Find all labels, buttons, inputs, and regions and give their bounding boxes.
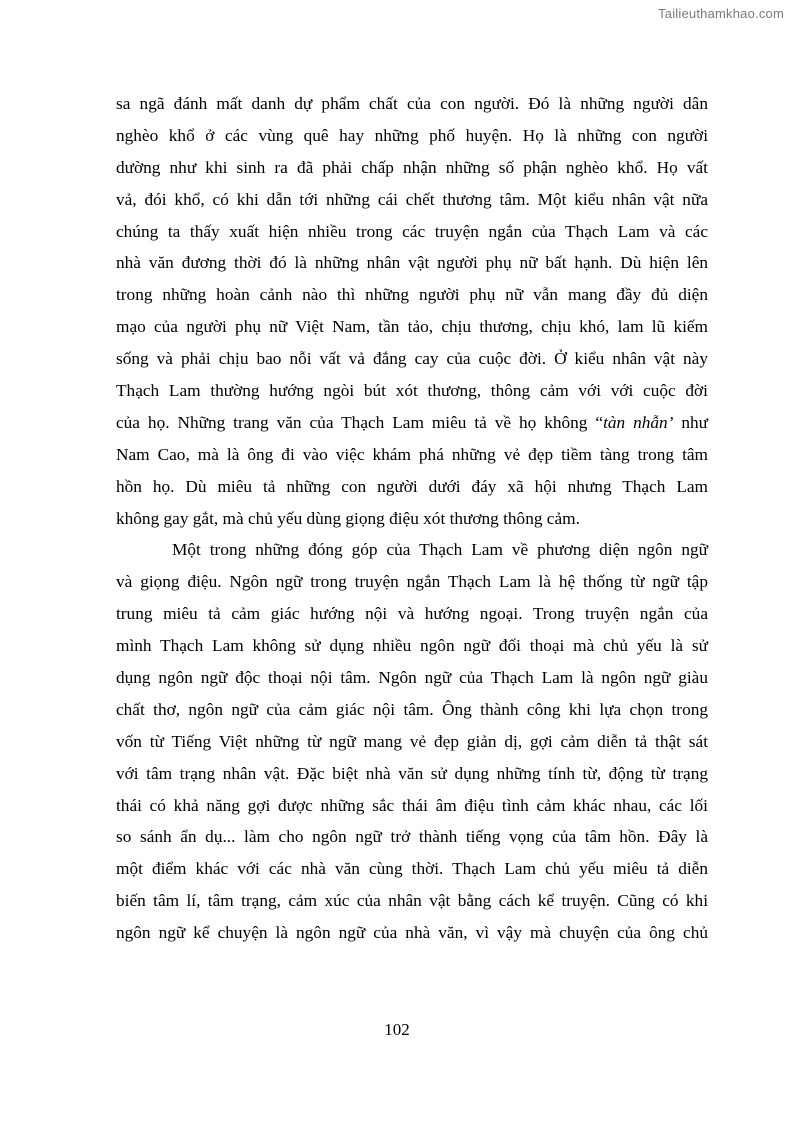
text-line: mình Thạch Lam không sử dụng nhiều ngôn ngữ đối thoại mà chủ yếu là sử [116,636,708,656]
text-line-with-quote [116,407,708,439]
text-line: biến tâm lí, tâm trạng, cảm xúc của nhân vật bằng cách kể truyện. Cũng có khi [116,891,708,911]
quote-line-after: như [673,412,708,432]
text-line: Thạch Lam thường hướng ngòi bút xót thương, thông cảm với với cuộc đời [116,381,708,401]
text-line: chúng ta thấy xuất hiện nhiều trong các truyện ngắn của Thạch Lam và các [116,221,708,241]
text-line: một điểm khác với các nhà văn cùng thời. Thạch Lam chủ yếu miêu tả diễn [116,859,708,879]
text-line: nghèo khổ ở các vùng quê hay những phố huyện. Họ là những con người [116,125,708,145]
text-line: Một trong những đóng góp của Thạch Lam về phương diện ngôn ngữ [172,540,708,560]
text-line: nhà văn đương thời đó là những nhân vật người phụ nữ bất hạnh. Dù hiện lên [116,253,708,273]
text-line: với tâm trạng nhân vật. Đặc biệt nhà văn sử dụng những tính từ, động từ trạng [116,763,708,783]
paragraph-2 [116,534,708,949]
page-number: 102 [384,1020,410,1039]
text-line: vốn từ Tiếng Việt những từ ngữ mang vẻ đẹp giản dị, gợi cảm diễn tả thật sát [116,731,708,751]
text-line: vả, đói khổ, có khi dẫn tới những cái chết thương tâm. Một kiểu nhân vật nữa [116,189,708,209]
text-line: dường như khi sinh ra đã phải chấp nhận những số phận nghèo khổ. Họ vất [116,157,708,177]
text-line: không gay gắt, mà chủ yếu dùng giọng điệu xót thương thông cảm. [116,508,580,528]
body-text [116,88,708,949]
text-line: hồn họ. Dù miêu tả những con người dưới đáy xã hội nhưng Thạch Lam [116,476,708,496]
text-line: mạo của người phụ nữ Việt Nam, tần tảo, chịu thương, chịu khó, lam lũ kiếm [116,317,708,337]
text-line: Nam Cao, mà là ông đi vào việc khám phá những vẻ đẹp tiềm tàng trong tâm [116,444,708,464]
text-line: thái có khả năng gợi được những sắc thái âm điệu tình cảm khác nhau, các lối [116,795,708,815]
watermark: Tailieuthamkhao.com [658,6,784,21]
quoted-italic-phrase: tàn nhẫn’ [603,412,674,432]
text-line: ngôn ngữ kể chuyện là ngôn ngữ của nhà văn, vì vậy mà chuyện của ông chủ [116,923,708,943]
text-line: và giọng điệu. Ngôn ngữ trong truyện ngắn Thạch Lam là hệ thống từ ngữ tập [116,572,708,592]
text-line: sa ngã đánh mất danh dự phẩm chất của con người. Đó là những người dân [116,94,708,113]
text-line: so sánh ẩn dụ... làm cho ngôn ngữ trở thành tiếng vọng của tâm hồn. Đây là [116,827,708,847]
paragraph-1 [116,88,708,534]
text-line: dụng ngôn ngữ độc thoại nội tâm. Ngôn ngữ của Thạch Lam là ngôn ngữ giàu [116,668,708,688]
quote-line-before: của họ. Những trang văn của Thạch Lam miêu tả về họ không “ [116,412,604,432]
text-line: chất thơ, ngôn ngữ của cảm giác nội tâm. Ông thành công khi lựa chọn trong [116,699,708,719]
text-line: trung miêu tả cảm giác hướng nội và hướng ngoại. Trong truyện ngắn của [116,604,708,624]
text-line: trong những hoàn cảnh nào thì những người phụ nữ vẫn mang đầy đủ diện [116,285,708,305]
text-line: sống và phải chịu bao nỗi vất vả đắng cay của cuộc đời. Ở kiểu nhân vật này [116,349,708,369]
